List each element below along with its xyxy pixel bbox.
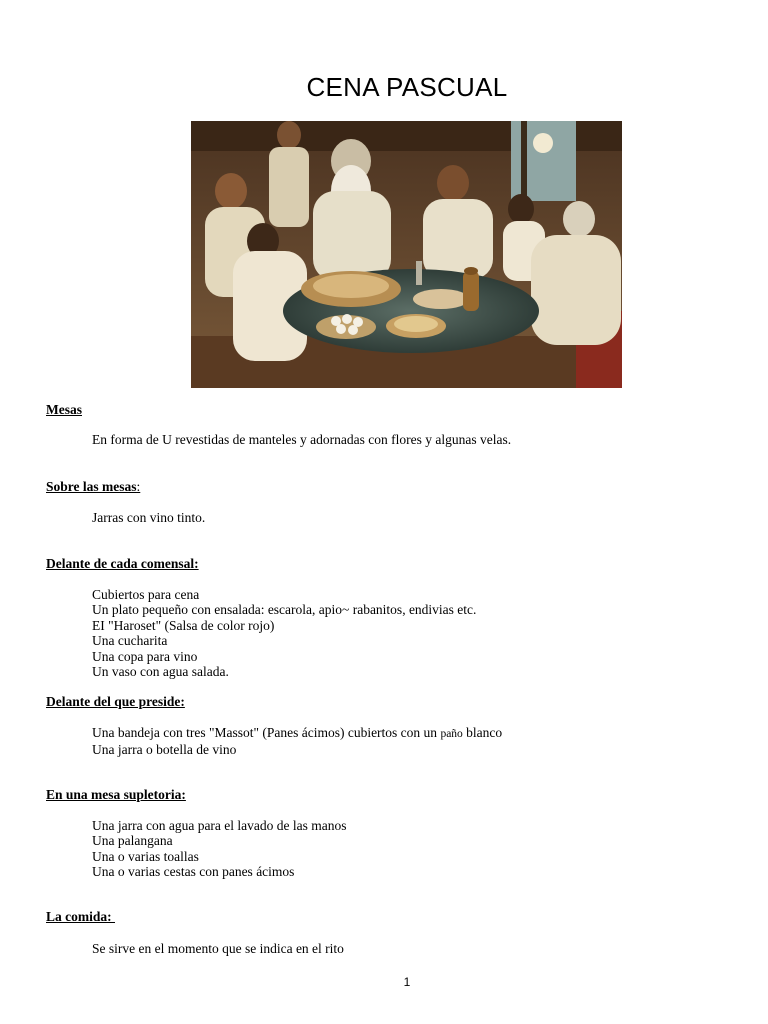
list-item: EI "Haroset" (Salsa de color rojo) xyxy=(92,617,275,633)
section-delante-comensal-list xyxy=(92,587,476,679)
list-item: Una o varias toallas xyxy=(92,848,199,864)
section-mesas-list xyxy=(92,432,511,447)
section-delante-preside-list xyxy=(92,725,502,758)
list-item: En forma de U revestidas de manteles y adornadas con flores y algunas velas. xyxy=(92,432,512,447)
page-title: CENA PASCUAL xyxy=(306,72,508,102)
list-item: Una bandeja con tres "Massot" (Panes ácimos) cubiertos con un paño blanco xyxy=(92,725,503,740)
heading-la-comida: La comida: xyxy=(46,909,115,924)
page-number: 1 xyxy=(403,975,411,989)
list-item: Una palangana xyxy=(92,833,173,849)
list-item: Un vaso con agua salada. xyxy=(92,664,229,680)
heading-sobre-las-mesas: Sobre las mesas: xyxy=(46,479,141,494)
list-item: Una o varias cestas con panes ácimos xyxy=(92,864,295,880)
section-sobre-las-mesas-list xyxy=(92,510,205,525)
list-item: Una cucharita xyxy=(92,633,168,649)
passover-dinner-painting xyxy=(191,121,622,388)
list-item: Se sirve en el momento que se indica en el rito xyxy=(92,941,344,956)
list-item: Una jarra con agua para el lavado de las manos xyxy=(92,818,347,833)
section-la-comida-list xyxy=(92,941,344,956)
list-item: Jarras con vino tinto. xyxy=(92,510,206,525)
list-item: Un plato pequeño con ensalada: escarola, apio~ rabanitos, endivias etc. xyxy=(92,602,477,618)
list-item: Una copa para vino xyxy=(92,648,198,664)
heading-delante-preside: Delante del que preside: xyxy=(46,694,185,709)
section-mesa-supletoria-list xyxy=(92,818,347,880)
list-item: Cubiertos para cena xyxy=(92,587,200,602)
heading-mesa-supletoria: En una mesa supletoria: xyxy=(46,787,186,802)
heading-mesas: Mesas xyxy=(46,402,82,417)
heading-delante-comensal: Delante de cada comensal: xyxy=(46,556,199,571)
list-item: Una jarra o botella de vino xyxy=(92,742,237,758)
